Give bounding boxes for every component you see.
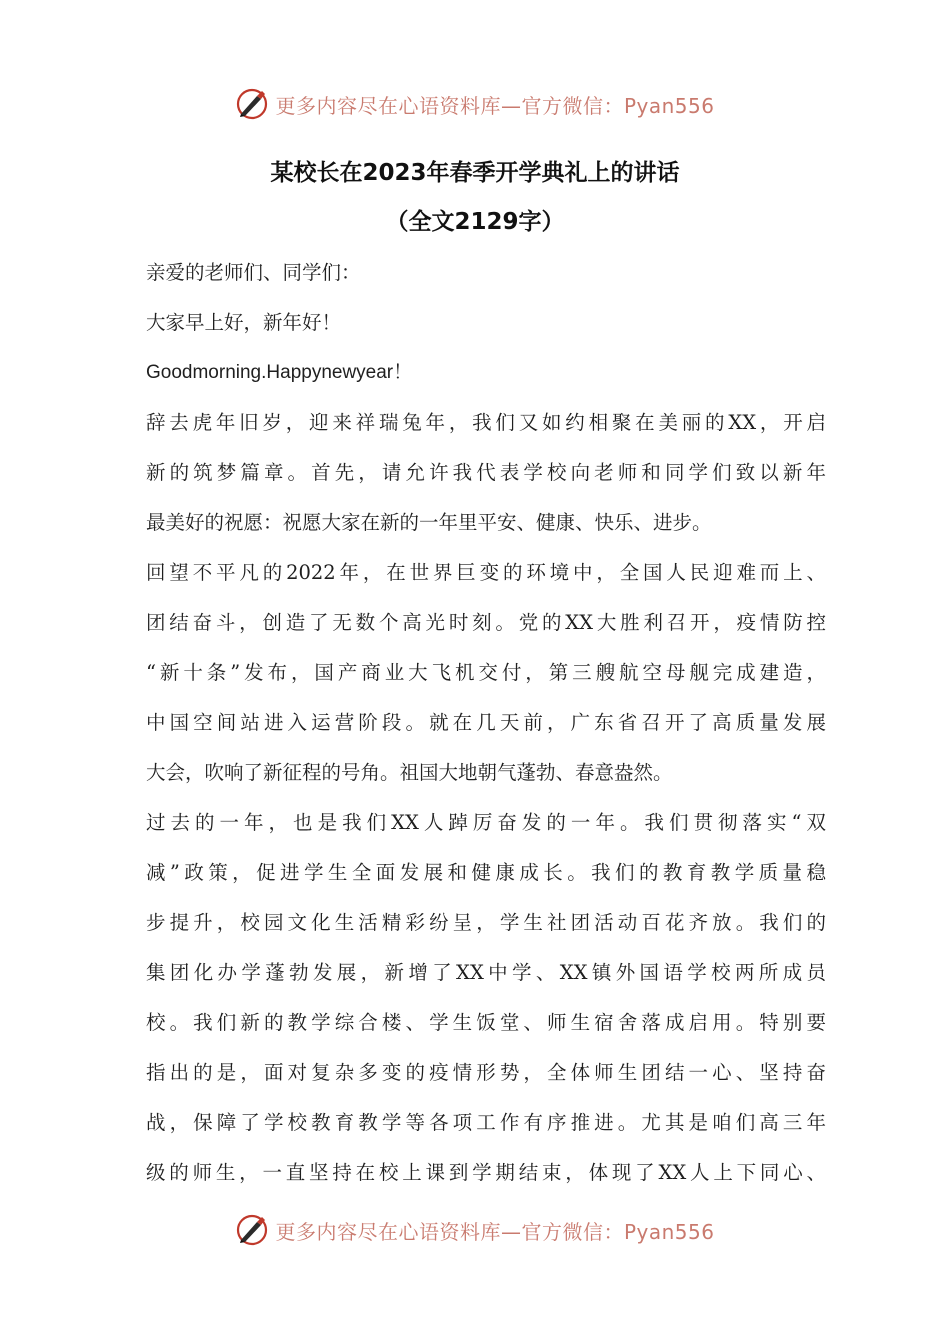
text-line: 大家早上好，新年好！ [146, 311, 342, 334]
text-line: 团结奋斗，创造了无数个高光时刻。党的XX大胜利召开，疫情防控 [146, 611, 826, 634]
footer-watermark-banner [0, 1210, 950, 1250]
text-line: 大会，吹响了新征程的号角。祖国大地朝气蓬勃、春意盎然。 [146, 761, 673, 784]
text-line: 过去的一年，也是我们XX人踔厉奋发的一年。我们贯彻落实“双 [146, 811, 826, 834]
text-line: 中国空间站进入运营阶段。就在几天前，广东省召开了高质量发展 [146, 711, 826, 734]
text-line: 指出的是，面对复杂多变的疫情形势，全体师生团结一心、坚持奋 [146, 1061, 826, 1084]
document-subtitle: （全文2129字） [385, 209, 565, 235]
watermark-text: 更多内容尽在心语资料库—官方微信：Pyan556 [275, 93, 715, 118]
text-line: 辞去虎年旧岁，迎来祥瑞兔年，我们又如约相聚在美丽的XX，开启 [146, 411, 826, 434]
document-body [146, 248, 826, 1198]
header-watermark-banner [0, 84, 950, 124]
document-title: 某校长在2023年春季开学典礼上的讲话 [270, 160, 680, 186]
text-line: “新十条”发布，国产商业大飞机交付，第三艘航空母舰完成建造， [146, 661, 826, 684]
text-line: 校。我们新的教学综合楼、学生饭堂、师生宿舍落成启用。特别要 [146, 1011, 826, 1034]
text-line: 最美好的祝愿：祝愿大家在新的一年里平安、健康、快乐、进步。 [146, 511, 712, 534]
watermark-text: 更多内容尽在心语资料库—官方微信：Pyan556 [275, 1219, 715, 1244]
text-line: 级的师生，一直坚持在校上课到学期结束，体现了XX人上下同心、 [146, 1161, 826, 1184]
pen-circle-logo-icon [235, 87, 269, 121]
text-line: 战，保障了学校教育教学等各项工作有序推进。尤其是咱们高三年 [146, 1111, 826, 1134]
text-line: 回望不平凡的2022年，在世界巨变的环境中，全国人民迎难而上、 [146, 561, 826, 584]
text-line: Goodmorning.Happynewyear！ [146, 362, 413, 383]
pen-circle-logo-icon [235, 1213, 269, 1247]
text-line: 减”政策，促进学生全面发展和健康成长。我们的教育教学质量稳 [146, 861, 826, 884]
text-line: 亲爱的老师们、同学们： [146, 261, 361, 284]
text-line: 步提升，校园文化生活精彩纷呈，学生社团活动百花齐放。我们的 [146, 911, 826, 934]
text-line: 新的筑梦篇章。首先，请允许我代表学校向老师和同学们致以新年 [146, 461, 826, 484]
text-line: 集团化办学蓬勃发展，新增了XX中学、XX镇外国语学校两所成员 [146, 961, 826, 984]
